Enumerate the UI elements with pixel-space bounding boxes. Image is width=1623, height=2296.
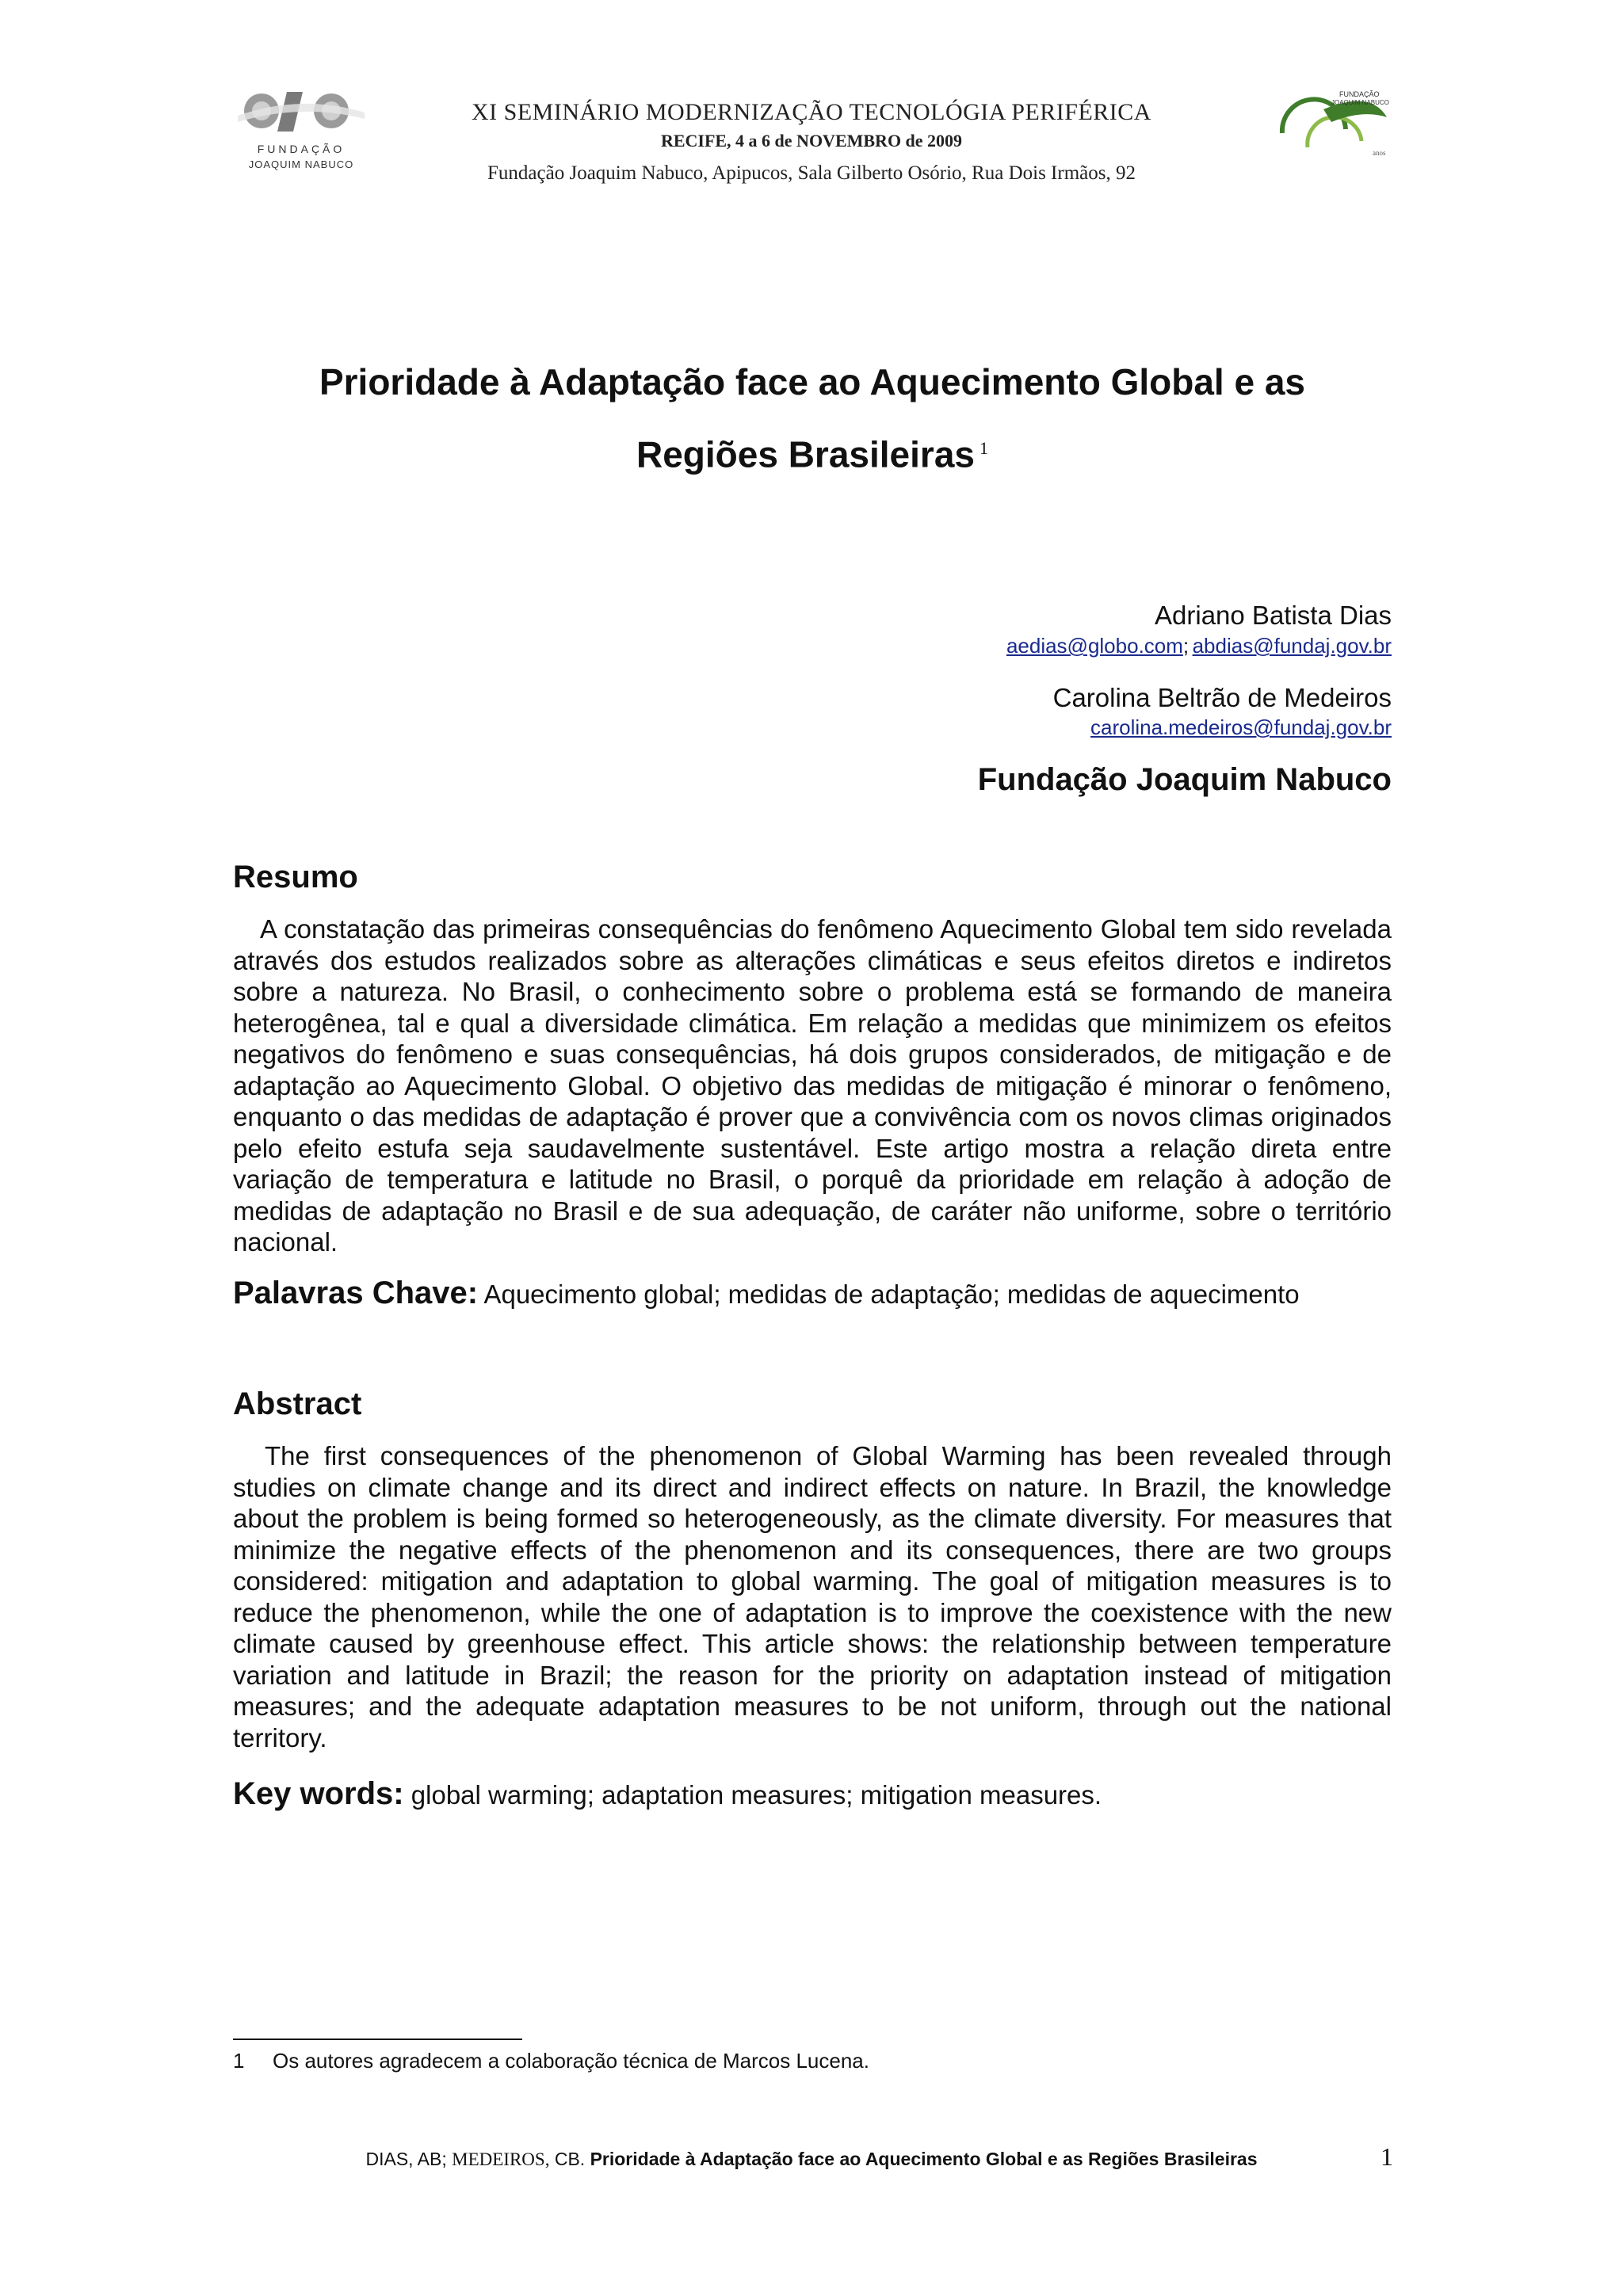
fundaj-logo-caption-1: FUNDAÇÃO	[257, 143, 346, 155]
abstract-text: The first consequences of the phenomenon of Global Warming has been revealed through studies on climate change and its direct and indirect effects on nature. In Brazil, the knowledge about the problem is being formed so heterogeneously, as the climate diversity. For measures that minimize the negative effects of the phenomenon and its consequences, there are two groups considered: mitigation and adaptation to global warming. The goal of mitigation measures is to reduce the phenomenon, while the one of adaptation is to improve the coexistence with the new climate caused by greenhouse effect. This article shows: the relationship between temperature variation and latitude in Brazil; the reason for the priority on adaptation instead of mitigation measures; and the adequate adaptation measures to be not uniform, through out the national territory.	[233, 1441, 1392, 1753]
resumo-heading: Resumo	[233, 860, 358, 894]
conference-date: RECIFE, 4 a 6 de NOVEMBRO de 2009	[660, 131, 963, 151]
author-1-emails	[1006, 634, 1392, 658]
footnote	[233, 2049, 869, 2073]
author-1	[1155, 601, 1392, 631]
page-number: 1	[1381, 2142, 1393, 2171]
abstract-paragraph	[233, 1440, 1392, 1753]
palavras-chave-text: Aquecimento global; medidas de adaptação; medidas de aquecimento	[483, 1280, 1300, 1309]
conference-address: Fundação Joaquim Nabuco, Apipucos, Sala Gilberto Osório, Rua Dois Irmãos, 92	[487, 162, 1136, 184]
paper-title-line1: Prioridade à Adaptação face ao Aquecimento Global e as	[319, 361, 1306, 402]
author-1-email-link-1[interactable]: aedias@globo.com	[1006, 634, 1183, 658]
author-2-email-link[interactable]: carolina.medeiros@fundaj.gov.br	[1090, 715, 1392, 739]
svg-text:anos: anos	[1373, 149, 1386, 157]
svg-text:JOAQUIM NABUCO: JOAQUIM NABUCO	[1331, 99, 1389, 106]
key-words-text: global warming; adaptation measures; mitigation measures.	[411, 1780, 1102, 1810]
footnote-text: Os autores agradecem a colaboração técnica de Marcos Lucena.	[273, 2049, 869, 2073]
footer-title: Prioridade à Adaptação face ao Aquecimento Global e as Regiões Brasileiras	[590, 2149, 1258, 2169]
footnote-divider	[233, 2039, 522, 2040]
email-separator: ;	[1182, 634, 1190, 658]
footer-author-b: MEDEIROS,	[452, 2149, 550, 2169]
author-1-name: Adriano Batista Dias	[1155, 601, 1392, 630]
resumo-paragraph	[233, 913, 1392, 1258]
author-2-name: Carolina Beltrão de Medeiros	[1052, 683, 1392, 712]
author-2	[1053, 683, 1392, 713]
institution: Fundação Joaquim Nabuco	[977, 762, 1392, 797]
footer-author-c: CB.	[554, 2149, 586, 2169]
resumo-text: A constatação das primeiras consequências do fenômeno Aquecimento Global tem sido revelada através dos estudos realizados sobre as alterações climáticas e seus efeitos diretos e indiretos sobre a natureza. No Brasil, o conhecimento sobre o problema está se formando de maneira heterogênea, tal e qual a diversidade climática. Em relação a medidas que minimizem os efeitos negativos do fenômeno e suas consequências, há dois grupos considerados, de mitigação e de adaptação ao Aquecimento Global. O objetivo das medidas de mitigação é minorar o fenômeno, enquanto o das medidas de adaptação é prover que a convivência com os novos climas originados pelo efeito estufa seja saudavelmente sustentável. Este artigo mostra a relação direta entre variação de temperatura e latitude no Brasil, o porquê da prioridade em relação à adoção de medidas de adaptação no Brasil e de sua adequação, de caráter não uniforme, sobre o território nacional.	[233, 914, 1392, 1257]
paper-title-line2: Regiões Brasileiras	[636, 433, 975, 475]
fundaj-logo-caption-2: JOAQUIM NABUCO	[248, 158, 354, 170]
page-footer	[0, 2149, 1623, 2170]
key-words	[233, 1776, 1392, 1812]
svg-text:FUNDAÇÃO: FUNDAÇÃO	[1339, 90, 1380, 98]
abstract-heading: Abstract	[233, 1386, 362, 1421]
palavras-chave	[233, 1276, 1392, 1311]
author-1-email-link-2[interactable]: abdias@fundaj.gov.br	[1192, 634, 1392, 658]
author-2-emails	[1090, 715, 1392, 740]
footer-author-a: DIAS, AB;	[365, 2149, 447, 2169]
footnote-number: 1	[233, 2049, 245, 2073]
title-footnote-mark[interactable]: 1	[980, 438, 988, 458]
key-words-label: Key words:	[233, 1776, 404, 1811]
paper-title	[206, 349, 1419, 487]
conference-title: XI SEMINÁRIO MODERNIZAÇÃO TECNOLÓGIA PERIFÉRICA	[472, 99, 1151, 125]
palavras-chave-label: Palavras Chave:	[233, 1276, 479, 1310]
